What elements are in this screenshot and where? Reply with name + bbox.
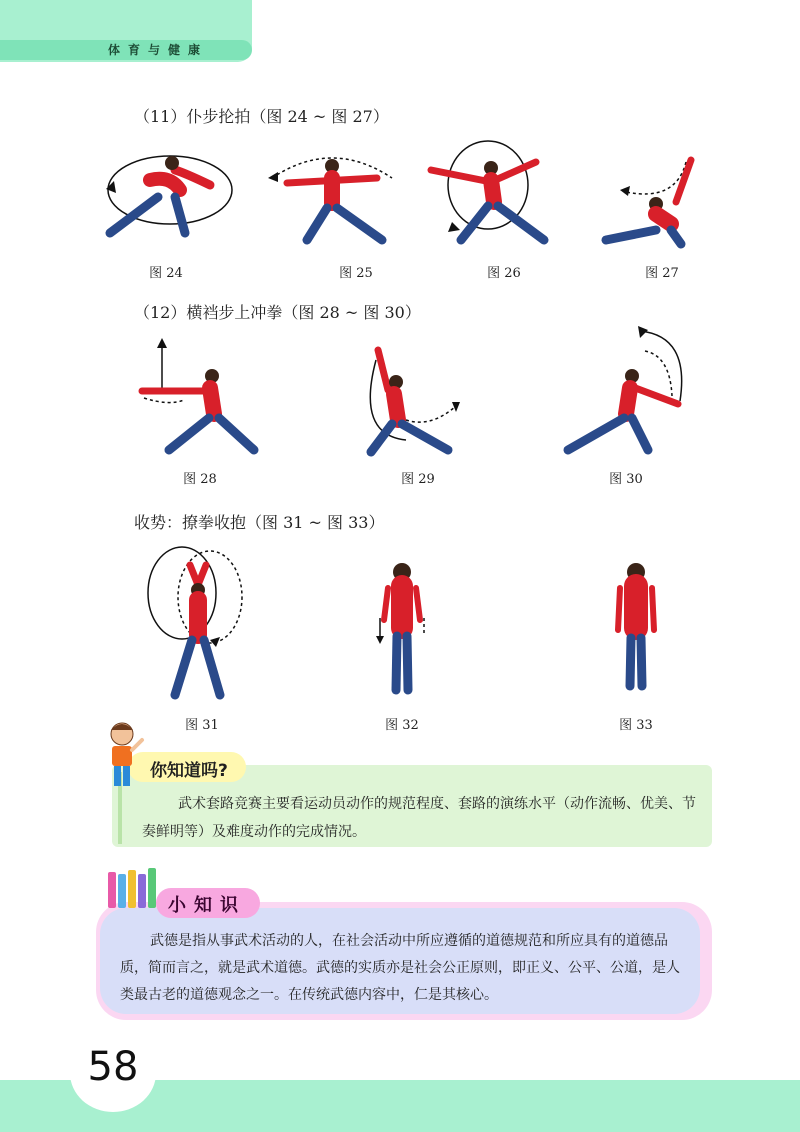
figure-32-image [370,558,440,700]
figure-29-image [356,340,480,460]
knowledge-text: 武德是指从事武术活动的人，在社会活动中所应遵循的道德规范和所应具有的道德品质，简而言之，就是武术道德。武德的实质亦是社会公正原则，即正义、公平、公道，是人类最古老的道德观念之一。在传统武德内容中，仁是其核心。 [120,933,680,1003]
caption-figure-33: 图 33 [619,718,653,733]
section-title-closing: 收势：撩拳收抱（图 31 ~ 图 33） [134,513,385,532]
figure-33-image [606,558,666,692]
cartoon-kid-icon [98,720,146,792]
caption-figure-30: 图 30 [609,472,643,487]
caption-figure-31: 图 31 [185,718,219,733]
did-you-know-title: 你知道吗? [150,761,228,781]
figure-26-image [426,140,566,248]
header-title: 体育与健康 [108,43,209,57]
caption-figure-29: 图 29 [401,472,435,487]
caption-figure-25: 图 25 [339,266,373,281]
knowledge-title: 小知识 [168,895,246,916]
caption-figure-24: 图 24 [149,266,183,281]
figure-24-image [100,145,250,245]
caption-figure-27: 图 27 [645,266,679,281]
caption-figure-32: 图 32 [385,718,419,733]
section-title-11: （11）仆步抡拍（图 24 ~ 图 27） [134,107,389,126]
figure-31-image [140,545,250,705]
section-title-12: （12）横裆步上冲拳（图 28 ~ 图 30） [134,303,421,322]
figure-27-image [596,152,706,248]
figure-28-image [134,336,264,458]
figure-25-image [262,148,402,248]
page-number: 58 [87,1044,139,1090]
figure-30-image [560,326,690,460]
caption-figure-26: 图 26 [487,266,521,281]
books-icon [106,866,162,910]
caption-figure-28: 图 28 [183,472,217,487]
did-you-know-text: 武术套路竞赛主要看运动员动作的规范程度、套路的演练水平（动作流畅、优美、节奏鲜明等）及难度动作的完成情况。 [142,796,696,840]
